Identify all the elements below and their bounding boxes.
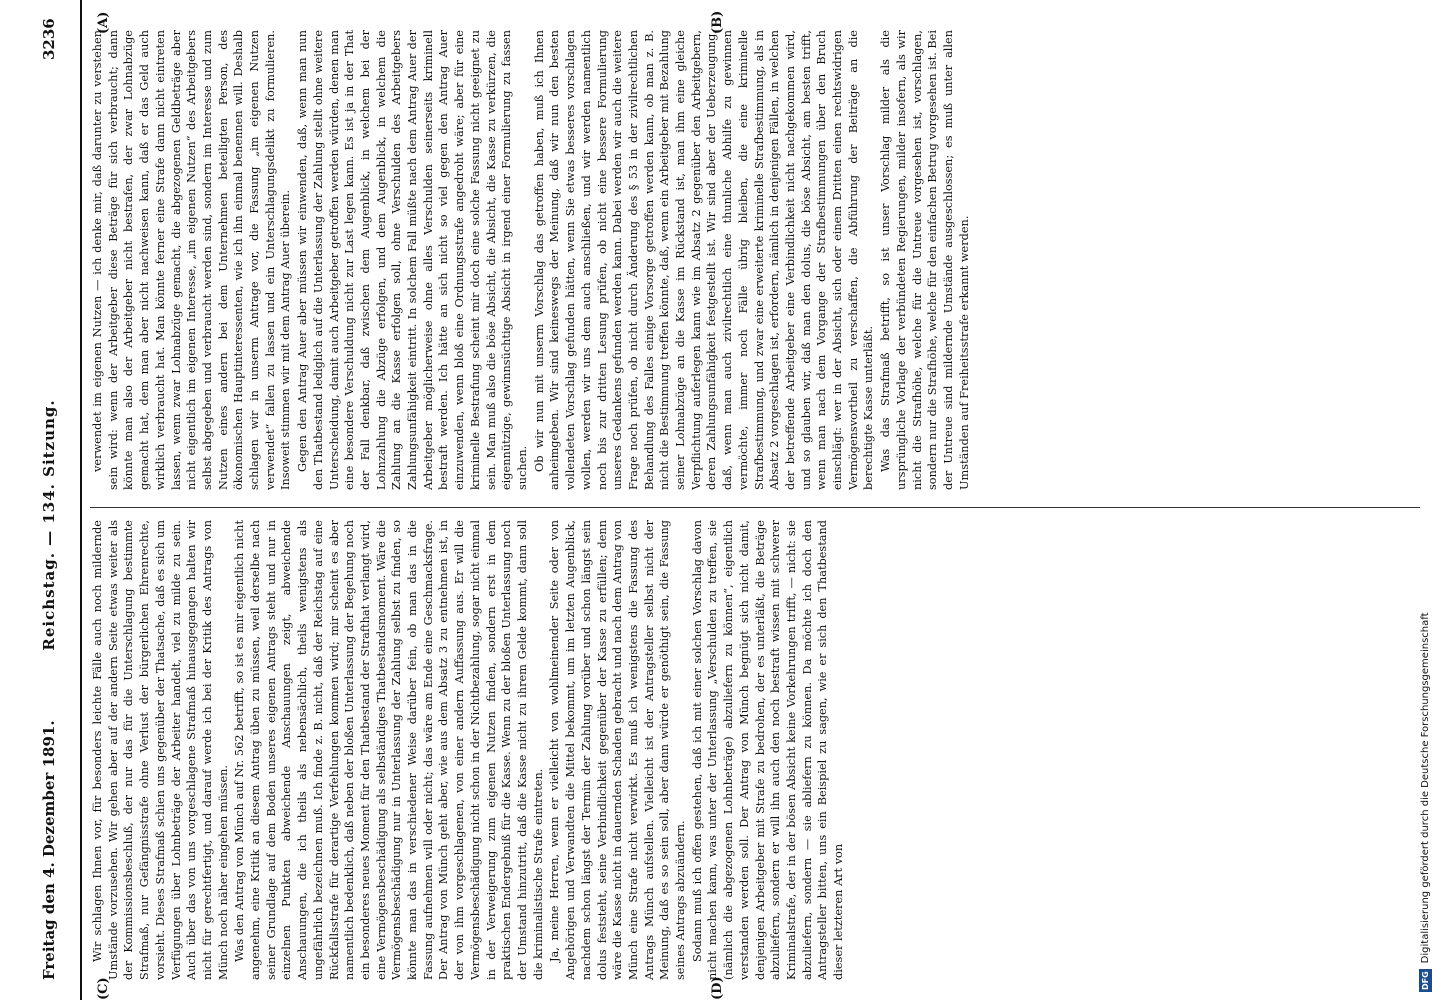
paragraph: Sodann muß ich offen gestehen, daß ich mit einer solchen Vorschlag davon nicht machen kann, was unter der Unterlassung „Verschulden zu treffen, sie (nämlich die abgezogenen Lohnbeträge) abzuliefern zu können“, eigentlich verstanden werden soll. Der Antrag von Münch begnügt sich nicht damit, denjenigen Arbeitgeber mit Strafe zu bedrohen, der es unterläßt, die Beträge abzuliefern, sondern er will ihn auch den noch bestraft wissen mit schwerer Kriminalstrafe, der in der bösen Absicht keine Vorkehrungen trifft, — nicht: sie abzuliefern, sondern — sie abliefern zu können. Da möchte ich doch den Antragsteller bitten, uns ein Beispiel zu sagen, wie er sich den Thatbestand dieser letzteren Art von [690,520,846,980]
page-header [0,0,82,1000]
margin-marker-b: (B) [710,10,725,34]
paragraph: Was das Strafmaß betrifft, so ist unser Vorschlag milder als die ursprüngliche Vorlage der verbündeten Regierungen, milder insofern, als wir nicht die Strafhöhe, welche für die Untreue vorgesehen ist, vorschlagen, sondern nur die Strafhöhe, welche für den einfachen Betrug vorgesehen ist. Bei der Untreue sind mildernde Umstände ausgeschlossen; es muß unter allen Umständen auf Freiheitsstrafe erkannt werden. [879,30,971,490]
text-column-left [90,30,1420,490]
header-date: Freitag den 4. Dezember 1891. [40,720,58,980]
digitization-footer [1419,0,1432,1000]
column-divider [90,507,1420,508]
paragraph: Wir schlagen Ihnen vor, für besonders leichte Fälle auch noch mildernde Umstände vorzusehen. Wir gehen aber auf der andern Seite etwas weiter als der Kommissionsbeschluß, der nur das für die Unterschlagung bestimmte Strafmaß, nur Gefängnisstrafe ohne Verlust der bürgerlichen Ehrenrechte, vorsieht. Dieses Strafmaß schien uns gegenüber der Thatsache, daß es sich um Verfügungen über Lohnbeträge der Arbeiter handelt, viel zu milde zu sein. Auch über das von uns vorgeschlagene Strafmaß hinausgegangen halten wir nicht für gerechtfertigt, und darauf werde ich bei der Kritik des Antrags von Münch noch näher eingehen müssen. [91,520,230,980]
dfg-logo: DFG [1421,971,1430,990]
paragraph: Was den Antrag von Münch auf Nr. 562 betrifft, so ist es mir eigentlich nicht angenehm, eine Kritik an diesem Antrag üben zu müssen, weil derselbe nach seiner Grundlage auf dem Boden unseres eigenen Antrags steht und nur in einzelnen Punkten abweichende Anschauungen zeigt, abweichende Anschauungen, die ich theils als nebensächlich, theils wenigstens als ungefährlich bezeichnen muß. Ich finde z. B. nicht, daß der Reichstag auf eine Rückfallsstrafe für derartige Verfehlungen kommen wird; mir scheint es aber namentlich bedenklich, daß neben der bloßen Unterlassung der Begehung noch ein besonderes neues Moment für den Thatbestand der Strafthat verlangt wird, eine Vermögensbeschädigung als selbständiges Thatbestandsmoment. Wäre die Vermögensbeschädigung nur in Unterlassung der Zahlung selbst zu finden, so könnte man das in verschiedener Weise darüber fein, ob man das in die Fassung aufnehmen will oder nicht; das wäre am Ende eine Geschmacksfrage. Der Antrag von Münch geht aber, wie aus dem Absatz 3 zu entnehmen ist, in der von ihm vorgeschlagenen, von einer andern Auffassung aus. Er will die Vermögensbeschädigung nicht schon in der Nichtbezahlung, sogar nicht einmal in der Verweigerung zum eigenen Nutzen finden, sondern erst in dem praktischen Endergebniß für die Kasse. Wenn zu der bloßen Unterlassung noch der Umstand hinzutritt, daß die Kasse nicht zu ihrem Gelde kommt, dann soll die kriminalistische Strafe eintreten. [233,520,545,980]
footer-text-row [1419,0,1432,1000]
paragraph: verwendet im eigenen Nutzen — ich denke mir, daß darunter zu verstehen sein wird: wenn der Arbeitgeber diese Beträge für sich verbraucht; dann könnte man also der Arbeitgeber nicht bestrafen, der zwar Lohnabzüge gemacht hat, dem man aber nicht nachweisen kann, daß er das Geld auch wirklich verbraucht hat. Man könnte ferner eine Strafe dann nicht eintreten lassen, wenn zwar Lohnabzüge gemacht, die abgezogenen Geldbeträge aber nicht eigentlich im eigenen Interesse, „im eigenen Nutzen“ des Arbeitgebers selbst abgegeben und verbraucht werden sind, sondern im Interesse und zum Nutzen eines andern bei dem Unternehmen beteiligten Person, des ökonomischen Hauptinteressenten, wie ich ihn einmal benennen will. Deshalb schlagen wir in unserm Antrage vor, die Fassung „im eigenen Nutzen verwendet“ fallen zu lassen und ein Unterschlagungsdelikt zu formulieren. Insoweit stimmen wir mit dem Antrag Auer überein. [91,30,293,490]
margin-marker-a: (A) [96,11,111,34]
header-title: Reichstag. — 134. Sitzung. [40,399,58,651]
page-number: 3236 [40,18,58,60]
text-column-right [90,520,1420,980]
margin-marker-c: (C) [96,977,111,1000]
paragraph: Ob wir nun mit unserm Vorschlag das getroffen haben, muß ich Ihnen anheimgeben. Wir sind keineswegs der Meinung, daß wir nun den besten vollendeten Vorschlag gefunden hätten, wenn Sie etwas besseres vorschlagen wollen, werden wir uns dem auch anschließen, und wir werden namentlich noch bis zur dritten Lesung prüfen, ob nicht eine bessere Formulierung unseres Gedankens gefunden werden kann. Dabei werden wir auch die weitere Frage noch prüfen, ob nicht durch Änderung des § 53 in der zivilrechtlichen Behandlung des Falles einige Vorsorge getroffen werden kann, ob man z. B. nicht die Bestimmung treffen könnte, daß, wenn ein Arbeitgeber mit Bezahlung seiner Lohnabzüge an die Kasse im Rückstand ist, man ihm eine gleiche Verpflichtung auferlegen kann wie im Absatz 2 gegenüber den Arbeitgebern, deren Zahlungsunfähigkeit festgestellt ist. Wir sind aber der Ueberzeugung, daß, wenn man auch zivilrechtlich eine thunliche Abhilfe zu gewinnen vermöchte, immer noch Fälle übrig bleiben, die eine kriminelle Strafbestimmung, und zwar eine erweiterte kriminelle Strafbestimmung, als in Absatz 2 vorgeschlagen ist, erfordern, nämlich in denjenigen Fällen, in welchen der betreffende Arbeitgeber eine Verbindlichkeit nicht nachgekommen wird, und so glauben wir, daß man den dolus, die böse Absicht, am besten trifft, wenn man nach dem Vorgange der Strafbestimmungen über den Bruch einschlägt: wer in der Absicht, sich oder einem Dritten einen rechtswidrigen Vermögensvortheil zu verschaffen, die Abführung der Beiträge an die berechtigte Kasse unterläßt. [532,30,876,490]
paragraph: Ja, meine Herren, wenn er vielleicht von wohlmeinender Seite oder von Angehörigen und Verwandten die Mittel bekommt, um im letzten Augenblick, nachdem schon längst der Termin der Zahlung vorüber und schon längst sein dolus feststeht, seine Verbindlichkeit gegenüber der Kasse zu erfüllen; denn wäre die Kasse nicht in dauernden Schaden gebracht und nach dem Antrag von Münch eine Strafe nicht verwirkt. Es muß ich wenigstens die Fassung des Antrags Münch aufstellen. Vielleicht ist der Antragsteller selbst nicht der Meinung, daß es so sein soll, aber dann würde er genöthigt sein, die Fassung seines Antrags abzuändern. [548,520,688,980]
footer-credit: Digitalisierung gefördert durch die Deutsche Forschungsgemeinschaft [1420,612,1431,964]
margin-marker-d: (D) [710,976,725,1000]
paragraph: Gegen den Antrag Auer aber müssen wir einwenden, daß, wenn man nun den Thatbestand lediglich auf die Unterlassung der Zahlung stellt ohne weitere Unterscheidung, damit auch Arbeitgeber getroffen werden würden, denen man eine besondere Verschuldung nicht zur Last legen kann. Es ist ja in der That der Fall denkbar, daß zwischen dem Augenblick, in welchem bei der Lohnzahlung die Abzüge erfolgen, und dem Augenblick, in welchem die Zahlung an die Kasse erfolgen soll, ohne Verschulden des Arbeitgebers Zahlungsunfähigkeit eintritt. In solchem Fall müßte nach dem Antrag Auer der Arbeitgeber möglicherweise ohne alles Verschulden seinerseits kriminell bestraft werden. Ich hätte an sich nicht so viel gegen den Antrag Auer einzuwenden, wenn bloß eine Ordnungsstrafe angedroht wäre; aber für eine kriminelle Bestrafung scheint mir doch eine solche Fassung nicht geeignet zu sein. Man muß also die böse Absicht, die Absicht, die Kasse zu verkürzen, die eigennützige, gewinnsüchtige Absicht in irgend einer Formulierung zu fassen suchen. [296,30,529,490]
